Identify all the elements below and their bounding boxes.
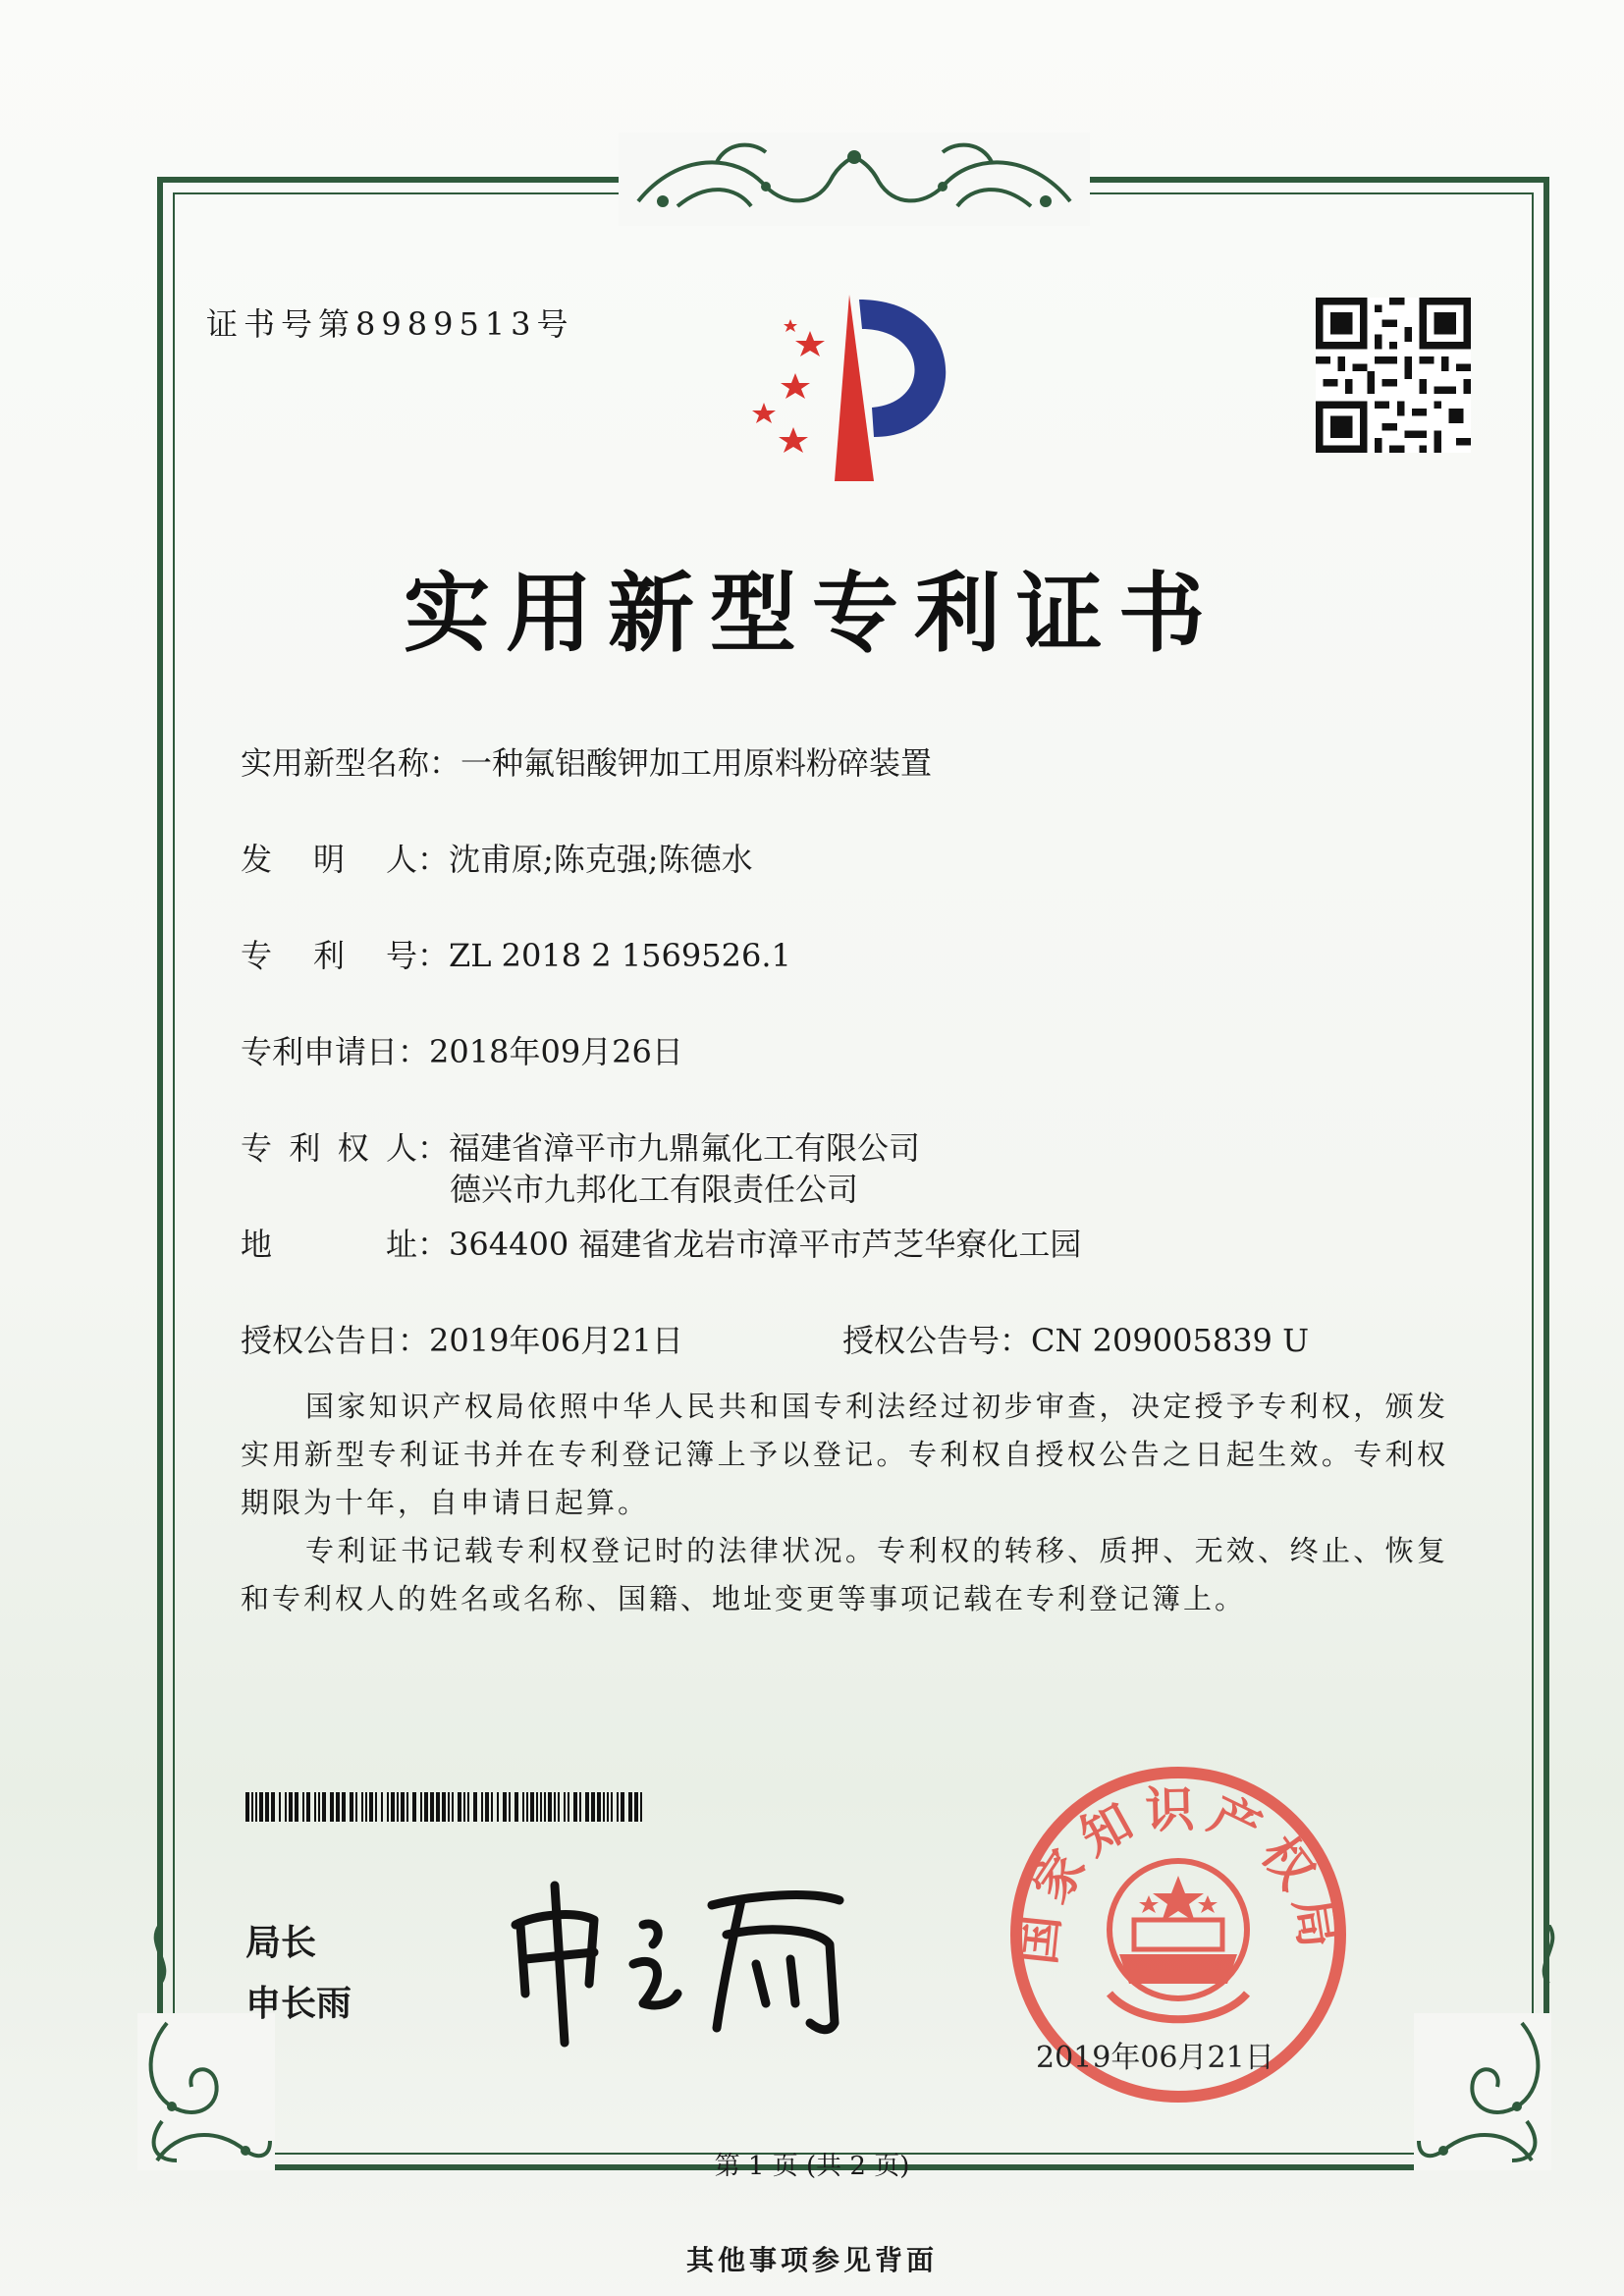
- patent-office-logo-icon: [736, 290, 982, 486]
- address-label-char: 地: [241, 1226, 273, 1263]
- patent-number-label-char: 专: [241, 937, 273, 974]
- address-colon: ：: [417, 1226, 450, 1263]
- patent-number-label: [241, 931, 417, 976]
- inventor-label-char: 明: [312, 841, 345, 878]
- inventor-colon: ：: [417, 841, 450, 878]
- address-value: 364400 福建省龙岩市漳平市芦芝华寮化工园: [449, 1226, 1082, 1263]
- field-grant-number: [842, 1316, 1309, 1361]
- patentee-value-line1: 福建省漳平市九鼎氟化工有限公司: [449, 1129, 921, 1167]
- patent-number-value: ZL 2018 2 1569526.1: [449, 937, 791, 974]
- field-inventor: [241, 835, 753, 880]
- inventor-label-char: 人: [385, 841, 417, 878]
- grant-number-value: CN 209005839 U: [1031, 1322, 1310, 1359]
- filing-date-value: 2018年09月26日: [429, 1033, 683, 1070]
- certificate-number: 证书号第8989513号: [206, 305, 574, 343]
- barcode-icon: [245, 1792, 648, 1822]
- director-signature: [496, 1866, 869, 2052]
- address-label-char: 址: [385, 1226, 417, 1263]
- inventor-label-char: 发: [241, 841, 273, 878]
- back-side-note: 其他事项参见背面: [685, 2244, 938, 2276]
- field-filing-date: [241, 1027, 683, 1072]
- left-side-ornament-icon: [145, 1925, 175, 1984]
- svg-text:国家知识产权局: [1008, 1780, 1349, 1967]
- inventor-value: 沈甫原;陈克强;陈德水: [449, 841, 753, 878]
- patent-number-label-char: 号: [385, 937, 417, 974]
- patentee-label-char: 人: [385, 1129, 417, 1167]
- patentee-label-char: 利: [289, 1129, 321, 1167]
- certificate-title: 实用新型专利证书: [403, 562, 1220, 664]
- filing-date-label: 专利申请日：: [241, 1033, 430, 1070]
- field-utility-model-name: [241, 738, 932, 784]
- field-patentee: [241, 1123, 920, 1169]
- top-ornament-icon: [619, 133, 1090, 226]
- field-patent-number: [241, 931, 791, 976]
- patent-number-label-char: 利: [312, 937, 345, 974]
- field-address: [241, 1220, 1081, 1265]
- qr-code-icon: [1316, 298, 1471, 453]
- grant-number-label: 授权公告号：: [842, 1322, 1032, 1359]
- patentee-value-line2: 德兴市九邦化工有限责任公司: [450, 1171, 859, 1208]
- grant-date-label: 授权公告日：: [241, 1322, 430, 1359]
- seal-date: 2019年06月21日: [1036, 2041, 1274, 2075]
- director-title: 局长: [245, 1923, 317, 1963]
- seal-text: 国家知识产权局: [1007, 1780, 1349, 1968]
- patent-number-colon: ：: [417, 937, 450, 974]
- patentee-colon: ：: [417, 1129, 450, 1167]
- right-side-ornament-icon: [1534, 1925, 1563, 1984]
- utility-model-name-label: 实用新型名称：: [241, 744, 461, 782]
- grant-date-value: 2019年06月21日: [429, 1322, 683, 1359]
- utility-model-name-value: 一种氟铝酸钾加工用原料粉碎装置: [460, 744, 933, 782]
- body-paragraph-2: 专利证书记载专利权登记时的法律状况。专利权的转移、质押、无效、终止、恢复和专利权人的姓名或名称、国籍、地址变更等事项记载在专利登记簿上。: [241, 1534, 1448, 1615]
- body-paragraph-1: 国家知识产权局依照中华人民共和国专利法经过初步审查，决定授予专利权，颁发实用新型专利证书并在专利登记簿上予以登记。专利权自授权公告之日起生效。专利权期限为十年，自申请日起算。: [241, 1390, 1448, 1519]
- patentee-label-char: 权: [337, 1129, 369, 1167]
- page-number: 第 1 页 (共 2 页): [714, 2152, 910, 2181]
- patentee-label: [241, 1123, 417, 1169]
- inventor-label: [241, 835, 417, 880]
- address-label: [241, 1220, 417, 1265]
- patentee-label-char: 专: [241, 1129, 273, 1167]
- field-grant-date: [241, 1316, 683, 1361]
- director-name: 申长雨: [245, 1984, 352, 2024]
